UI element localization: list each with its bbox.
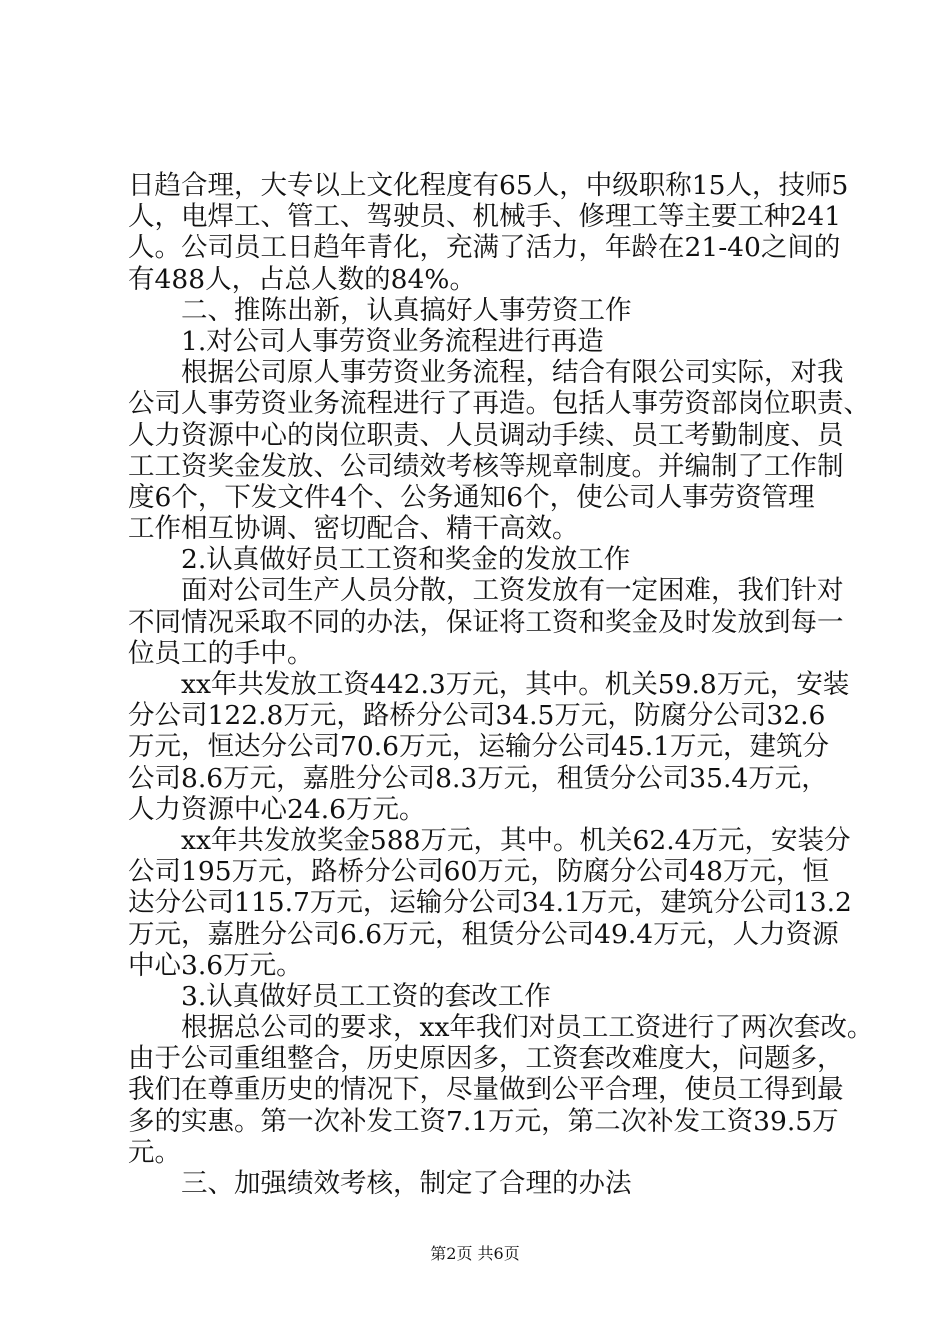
text-line: 工作相互协调、密切配合、精干高效。 [128,513,579,545]
text-line: xx年共发放工资442.3万元，其中。机关59.8万元，安装 [181,669,850,700]
text-line: 根据公司原人事劳资业务流程，结合有限公司实际，对我 [181,357,844,389]
text-line: 度6个，下发文件4个、公务通知6个，使公司人事劳资管理 [128,481,815,513]
section-heading: 二、推陈出新，认真搞好人事劳资工作 [181,294,632,326]
text-line: 面对公司生产人员分散，工资发放有一定困难，我们针对 [181,575,844,607]
subsection-heading: 1.对公司人事劳资业务流程进行再造 [181,325,604,357]
text-line: 多的实惠。第一次补发工资7.1万元，第二次补发工资39.5万 [128,1105,839,1137]
page-number-footer: 第2页 共6页 [430,1244,520,1263]
text-line: 公司人事劳资业务流程进行了再造。包括人事劳资部岗位职责、 [128,388,870,420]
subsection-heading: 2.认真做好员工工资和奖金的发放工作 [181,544,631,576]
text-line: 元。 [128,1136,181,1168]
text-line: 由于公司重组整合，历史原因多，工资套改难度大，问题多， [128,1043,844,1075]
text-line: 人，电焊工、管工、驾驶员、机械手、修理工等主要工种241 [128,201,842,233]
text-line: 万元，嘉胜分公司6.6万元，租赁分公司49.4万元，人力资源 [128,918,839,950]
text-line: 分公司122.8万元，路桥分公司34.5万元，防腐分公司32.6 [128,700,826,732]
text-line: 公司195万元，路桥分公司60万元，防腐分公司48万元，恒 [128,856,830,888]
section-heading: 三、加强绩效考核，制定了合理的办法 [181,1168,632,1199]
text-line: 位员工的手中。 [128,637,314,669]
text-line: 不同情况采取不同的办法，保证将工资和奖金及时发放到每一 [128,606,844,638]
text-line: 我们在尊重历史的情况下，尽量做到公平合理，使员工得到最 [128,1074,844,1106]
text-line: 人力资源中心的岗位职责、人员调动手续、员工考勤制度、员 [128,419,844,451]
document-body [128,170,874,1199]
text-line: 有488人，占总人数的84%。 [128,263,476,295]
subsection-heading: 3.认真做好员工工资的套改工作 [181,980,551,1012]
text-line: 工工资奖金发放、公司绩效考核等规章制度。并编制了工作制 [128,450,844,482]
text-line: 人。公司员工日趋年青化，充满了活力，年龄在21-40之间的 [128,232,841,264]
text-line: xx年共发放奖金588万元，其中。机关62.4万元，安装分 [181,824,851,856]
text-line: 万元，恒达分公司70.6万元，运输分公司45.1万元，建筑分 [128,731,830,763]
text-line: 公司8.6万元，嘉胜分公司8.3万元，租赁分公司35.4万元， [128,762,828,794]
text-line: 日趋合理，大专以上文化程度有65人，中级职称15人，技师5 [128,170,849,201]
text-line: 人力资源中心24.6万元。 [128,793,426,825]
text-line: 中心3.6万元。 [128,949,303,981]
text-line: 根据总公司的要求，xx年我们对员工工资进行了两次套改。 [181,1012,874,1044]
text-line: 达分公司115.7万元，运输分公司34.1万元，建筑分公司13.2 [128,887,852,919]
